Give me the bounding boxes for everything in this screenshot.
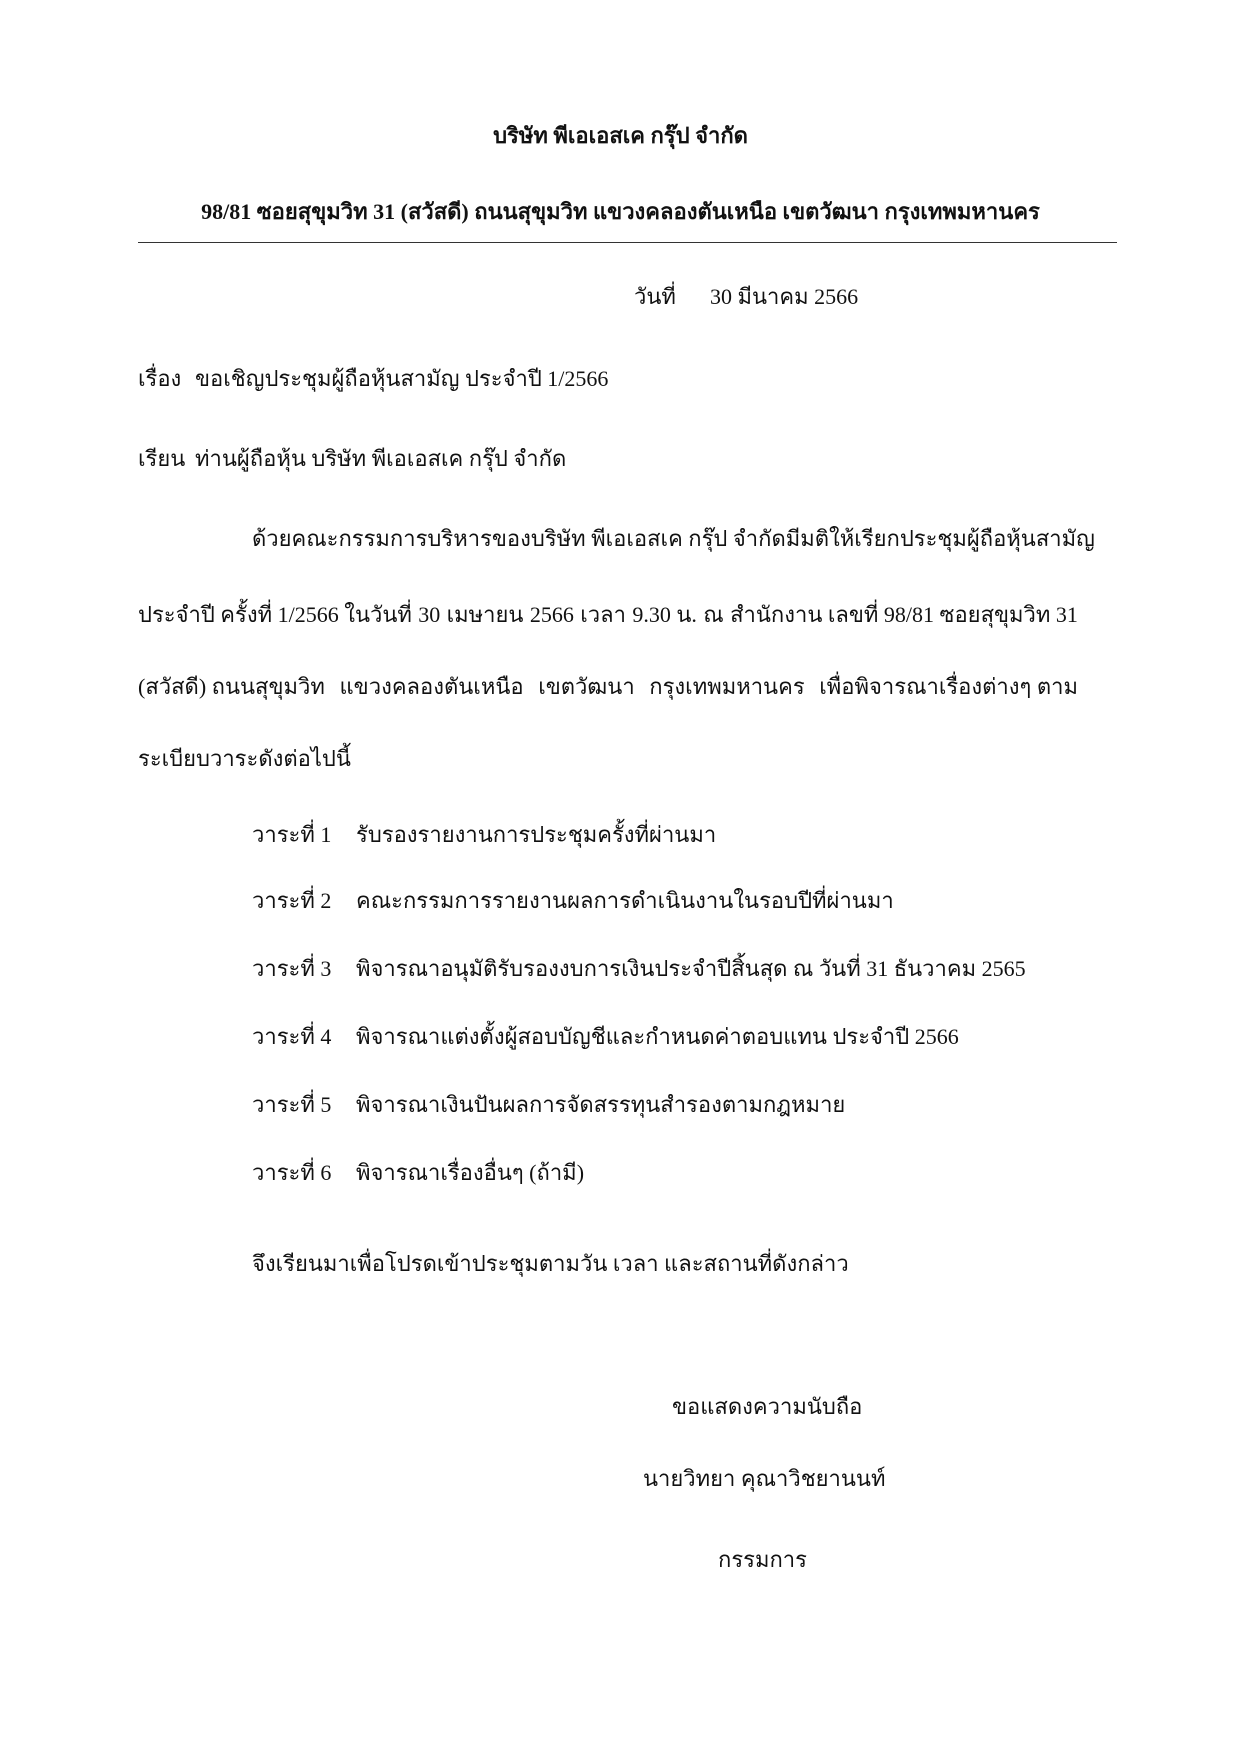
agenda-text: พิจารณาแต่งตั้งผู้สอบบัญชีและกำหนดค่าตอบแทน ประจำปี 2566 — [356, 1024, 959, 1049]
letterhead-divider — [138, 242, 1117, 243]
body-line-2-part: ณ — [703, 602, 724, 627]
subject-label: เรื่อง — [138, 366, 182, 391]
body-line-3-part: กรุงเทพมหานคร — [649, 674, 805, 699]
closing-invitation: จึงเรียนมาเพื่อโปรดเข้าประชุมตามวัน เวลา และสถานที่ดังกล่าว — [252, 1251, 849, 1276]
agenda-number: วาระที่ 4 — [252, 1024, 332, 1049]
body-line-2 — [138, 601, 1078, 629]
recipient-label: เรียน — [138, 446, 186, 471]
signer-name: นายวิทยา คุณาวิชยานนท์ — [643, 1466, 886, 1491]
body-line-4: ระเบียบวาระดังต่อไปนี้ — [138, 746, 351, 771]
body-line-3-part: (สวัสดี) ถนนสุขุมวิท — [138, 674, 325, 699]
closing-regards: ขอแสดงความนับถือ — [672, 1394, 863, 1419]
body-line-1-part-a: ด้วยคณะกรรมการบริหารของบริษัท พีเอเอสเค กรุ๊ป จำกัด — [252, 526, 786, 551]
body-line-1 — [252, 525, 1095, 553]
agenda-number: วาระที่ 2 — [252, 888, 332, 913]
subject-text: ขอเชิญประชุมผู้ถือหุ้นสามัญ ประจำปี 1/2566 — [195, 366, 609, 391]
body-line-2-part: 9.30 น. — [632, 602, 697, 627]
recipient-text: ท่านผู้ถือหุ้น บริษัท พีเอเอสเค กรุ๊ป จำกัด — [195, 446, 567, 471]
body-line-2-part: สำนักงาน เลขที่ 98/81 ซอยสุขุมวิท 31 — [730, 602, 1078, 627]
body-line-3-part: เขตวัฒนา — [538, 674, 635, 699]
body-line-2-part: เมษายน — [446, 602, 524, 627]
agenda-number: วาระที่ 5 — [252, 1092, 332, 1117]
company-name: บริษัท พีเอเอสเค กรุ๊ป จำกัด — [493, 123, 748, 148]
body-line-3-part: แขวงคลองตันเหนือ — [339, 674, 524, 699]
body-line-1-part-b: มีมติให้เรียกประชุมผู้ถือหุ้นสามัญ — [785, 526, 1095, 551]
company-address: 98/81 ซอยสุขุมวิท 31 (สวัสดี) ถนนสุขุมวิท แขวงคลองตันเหนือ เขตวัฒนา กรุงเทพมหานคร — [201, 199, 1040, 224]
signer-title: กรรมการ — [718, 1547, 807, 1572]
agenda-text: พิจารณาเงินปันผลการจัดสรรทุนสำรองตามกฎหมาย — [356, 1092, 846, 1117]
agenda-text: คณะกรรมการรายงานผลการดำเนินงานในรอบปีที่ผ่านมา — [356, 888, 894, 913]
agenda-number: วาระที่ 3 — [252, 956, 332, 981]
body-line-2-part: 30 — [418, 602, 441, 627]
agenda-number: วาระที่ 1 — [252, 822, 332, 847]
body-line-3-part: เพื่อพิจารณาเรื่องต่างๆ ตาม — [819, 674, 1078, 699]
body-line-2-part: 2566 — [529, 602, 574, 627]
body-line-2-part: เวลา — [580, 602, 626, 627]
date-value: 30 มีนาคม 2566 — [710, 284, 859, 309]
agenda-number: วาระที่ 6 — [252, 1160, 332, 1185]
agenda-text: พิจารณาเรื่องอื่นๆ (ถ้ามี) — [356, 1160, 585, 1185]
agenda-text: รับรองรายงานการประชุมครั้งที่ผ่านมา — [356, 822, 717, 847]
date-label: วันที่ — [634, 284, 676, 309]
agenda-text: พิจารณาอนุมัติรับรองงบการเงินประจำปีสิ้นสุด ณ วันที่ 31 ธันวาคม 2565 — [356, 956, 1026, 981]
body-line-3 — [138, 673, 1078, 701]
body-line-2-part: ประจำปี ครั้งที่ 1/2566 ในวันที่ — [138, 602, 412, 627]
